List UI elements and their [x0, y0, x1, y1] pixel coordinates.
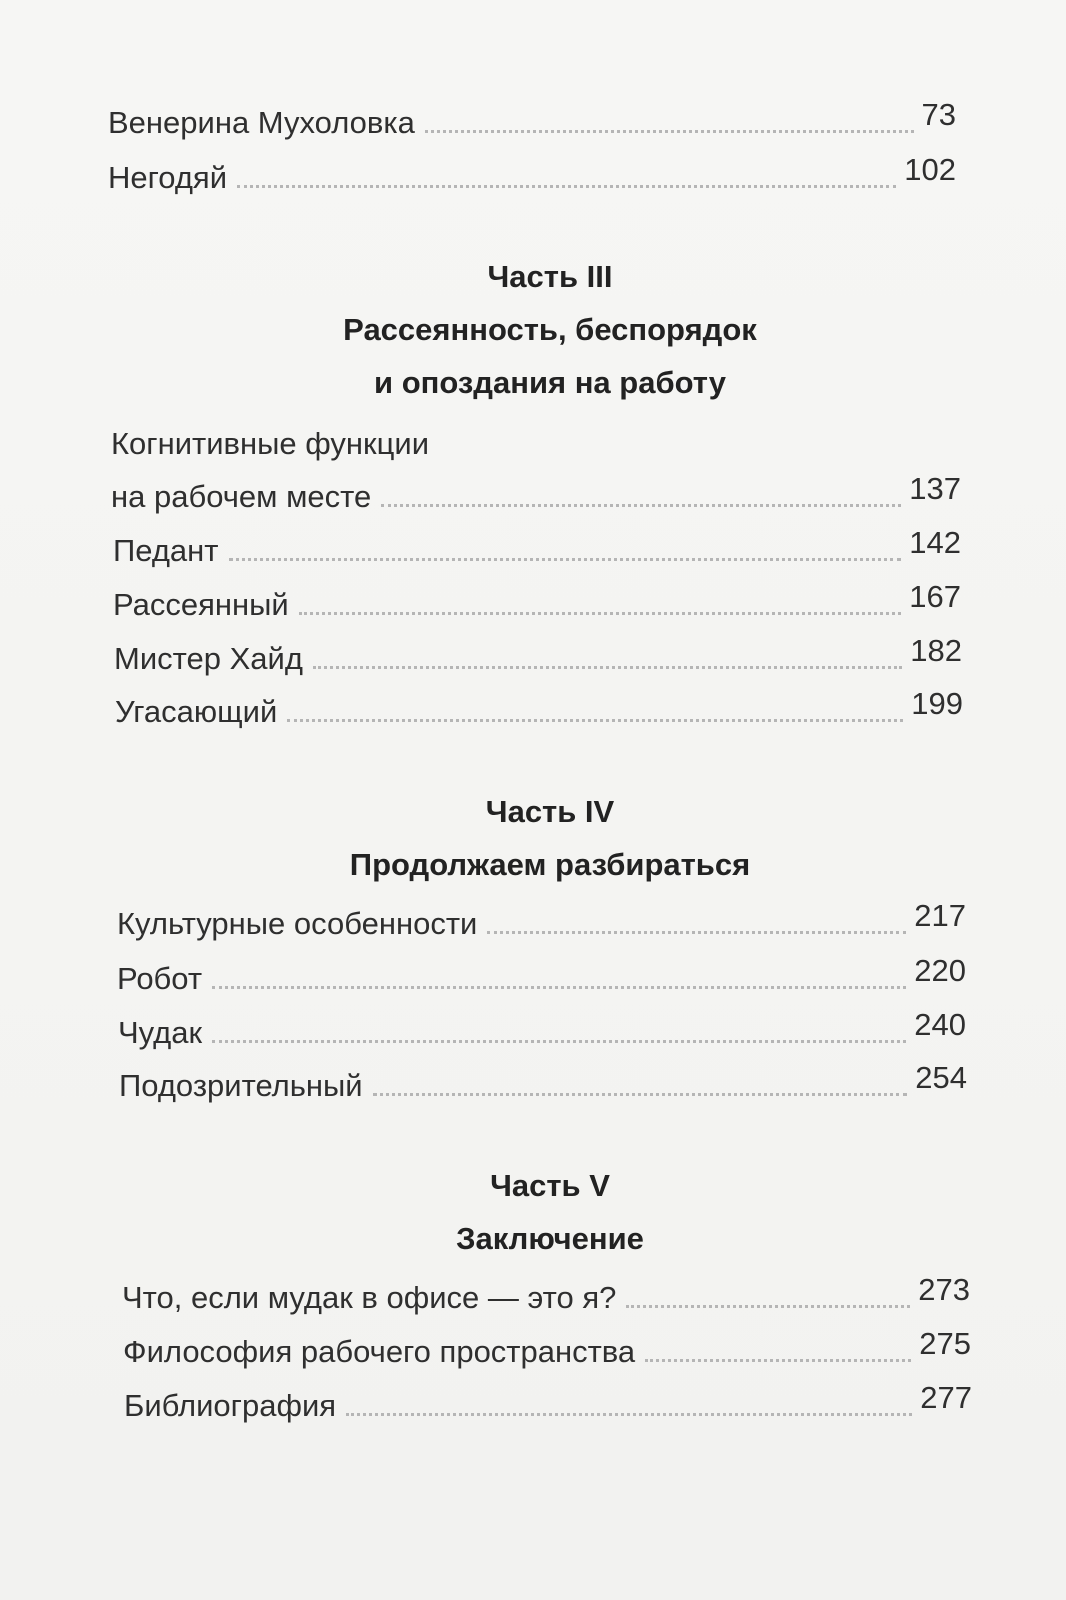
toc-entry-title: Угасающий [115, 694, 278, 729]
toc-entry [108, 98, 956, 142]
toc-entry-page: 199 [911, 686, 963, 721]
part-label: Часть V [490, 1168, 610, 1203]
dot-leader [487, 931, 906, 934]
toc-entry-page: 273 [918, 1272, 970, 1307]
part-title: Заключение [456, 1221, 644, 1256]
toc-entry-page: 73 [921, 97, 956, 132]
toc-entry-title: Библиография [124, 1388, 337, 1423]
toc-entry [118, 1008, 966, 1052]
dot-leader [425, 130, 914, 133]
dot-leader [373, 1093, 908, 1096]
toc-entry [124, 1381, 972, 1425]
toc-entry [122, 1273, 970, 1317]
part-title: Продолжаем разбираться [349, 847, 751, 882]
toc-entry [113, 580, 961, 624]
dot-leader [299, 612, 902, 615]
toc-entry [115, 687, 963, 731]
toc-entry [111, 472, 961, 516]
dot-leader [212, 986, 906, 989]
toc-entry [117, 899, 966, 943]
toc-entry [117, 954, 966, 998]
toc-entry-page: 217 [914, 898, 966, 933]
toc-entry-page: 275 [919, 1326, 971, 1361]
dot-leader [346, 1413, 912, 1416]
dot-leader [229, 558, 902, 561]
part-label: Часть IV [485, 794, 615, 829]
part-title: Рассеянность, беспорядок [343, 312, 757, 347]
part-title: и опоздания на работу [374, 365, 726, 400]
toc-entry [113, 526, 961, 570]
dot-leader [381, 504, 901, 507]
toc-entry-title: Философия рабочего пространства [123, 1334, 636, 1369]
toc-entry [123, 1327, 971, 1371]
toc-entry [108, 153, 956, 197]
toc-entry-title: Венерина Мухоловка [108, 105, 415, 140]
toc-entry-title: Культурные особенности [117, 906, 478, 941]
toc-entry-page: 240 [914, 1007, 966, 1042]
toc-entry-page: 167 [909, 579, 961, 614]
toc-entry-title: на рабочем месте [111, 479, 372, 514]
toc-entry-title: Подозрительный [119, 1068, 363, 1103]
toc-entry-page: 142 [909, 525, 961, 560]
toc-entry-page: 102 [904, 152, 956, 187]
toc-entry-title: Педант [113, 533, 219, 568]
toc-entry-page: 137 [909, 471, 961, 506]
dot-leader [645, 1359, 911, 1362]
dot-leader [313, 666, 902, 669]
toc-entry [119, 1061, 967, 1105]
toc-entry-title: Когнитивные функции [111, 426, 430, 461]
dot-leader [287, 719, 903, 722]
toc-entry-title: Рассеянный [113, 587, 289, 622]
toc-entry-title: Мистер Хайд [114, 641, 303, 676]
toc-entry-page: 220 [914, 953, 966, 988]
toc-entry-first-line [111, 419, 961, 463]
dot-leader [237, 185, 896, 188]
toc-entry-page: 254 [915, 1060, 967, 1095]
toc-entry-title: Негодяй [108, 160, 228, 195]
toc-entry-page: 277 [920, 1380, 972, 1415]
toc-entry-title: Что, если мудак в офисе — это я? [122, 1280, 617, 1315]
dot-leader [626, 1305, 910, 1308]
part-label: Часть III [487, 259, 613, 294]
toc-entry-title: Чудак [118, 1015, 203, 1050]
toc-entry [114, 634, 962, 678]
toc-entry-page: 182 [910, 633, 962, 668]
toc-entry-title: Робот [117, 961, 203, 996]
dot-leader [212, 1040, 906, 1043]
